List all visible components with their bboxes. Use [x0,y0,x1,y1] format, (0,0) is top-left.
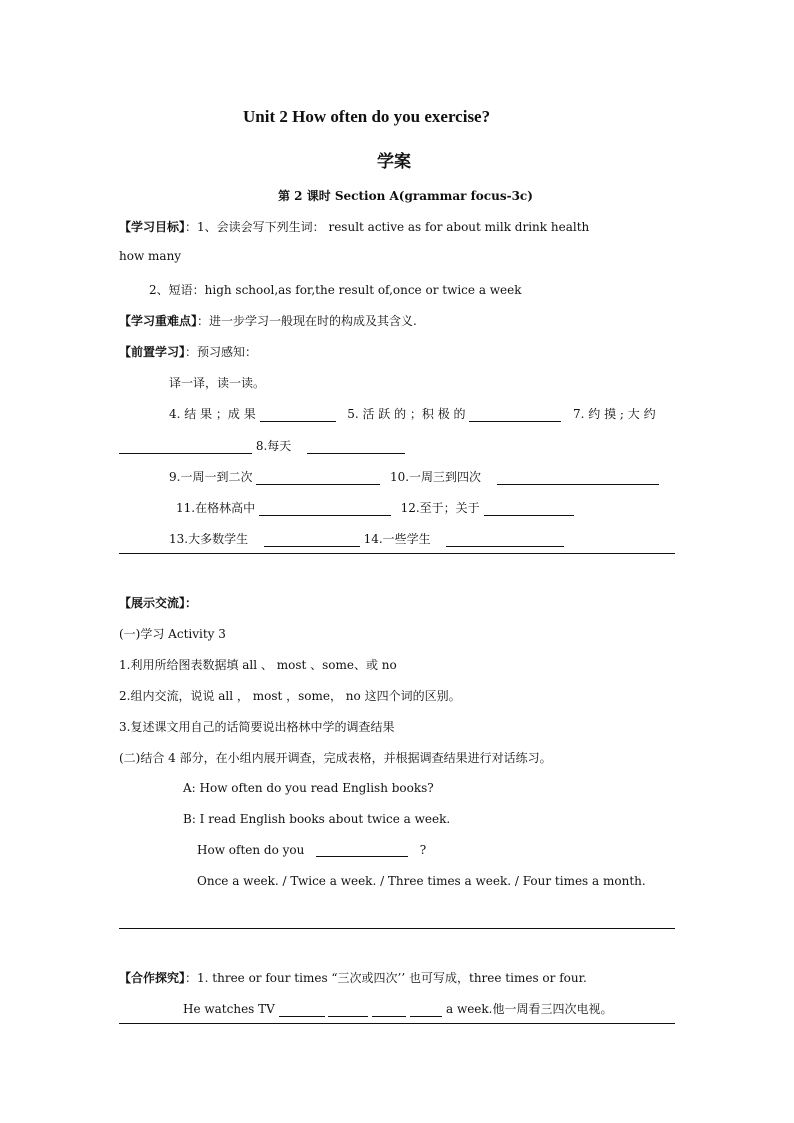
example-suffix: a week.他一周看三四次电视。 [445,1002,613,1016]
vocab-9: 9.一周一到二次 [169,470,253,484]
cooperate-text: ：1. three or four times “三次或四次’’ 也可写成，three times or four. [185,971,587,985]
preview-label: 【前置学习】 [119,345,186,359]
key-points-text: ：进一步学习一般现在时的构成及其含义. [197,314,417,328]
vocab-row-4-7 [169,405,656,422]
vocab-4-blank[interactable] [260,408,336,422]
answer-options: Once a week. / Twice a week. / Three times a week. / Four times a month. [197,874,646,888]
vocab-12: 12.至于；关于 [400,501,480,515]
vocab-8-blank[interactable] [307,440,405,454]
goals-line-2: how many [119,249,182,263]
vocab-row-13-14 [169,530,564,547]
goals-phrases: 2、短语：high school,as for,the result of,once or twice a week [149,283,522,297]
vocab-row-9-10 [169,468,659,485]
divider-1 [119,553,675,554]
vocab-13: 13.大多数学生 [169,532,249,546]
divider-3 [119,1023,675,1024]
dialog-a: A: How often do you read English books? [183,781,434,795]
question-suffix: ? [419,843,427,857]
example-blank-4[interactable] [410,1003,442,1017]
vocab-row-7-8 [119,437,405,454]
vocab-8: 8.每天 [255,439,292,453]
vocab-9-blank[interactable] [256,471,380,485]
vocab-11-blank[interactable] [259,502,391,516]
page-subtitle: 学案 [377,152,411,172]
goals-line-1 [119,218,589,235]
example-prefix: He watches TV [183,1002,275,1016]
vocab-11: 11.在格林高中 [176,501,256,515]
example-blank-1[interactable] [279,1003,325,1017]
show-colon: ： [185,596,198,610]
divider-2 [119,928,675,929]
preview-instruction: 译一译，读一读。 [169,376,266,390]
example-blank-2[interactable] [328,1003,368,1017]
vocab-7: 7. 约 摸 ; 大 约 [573,407,656,421]
question-blank[interactable] [316,843,408,857]
example-blank-3[interactable] [372,1003,406,1017]
cooperate-label: 【合作探究】 [119,971,186,985]
goals-label: 【学习目标】 [119,220,186,234]
vocab-5-blank[interactable] [469,408,561,422]
question-prefix: How often do you [197,843,305,857]
key-points-label: 【学习重难点】 [119,314,198,328]
vocab-5: 5. 活 跃 的 ；积 极 的 [347,407,466,421]
show-label: 【展示交流】 [119,596,186,610]
show-item-3: 3.复述课文用自己的话简要说出格林中学的调查结果 [119,720,395,734]
vocab-4: 4. 结 果 ；成 果 [169,407,256,421]
show-heading [119,594,197,611]
vocab-13-blank[interactable] [264,533,360,547]
vocab-12-blank[interactable] [484,502,574,516]
dialog-question [197,843,426,857]
vocab-7-blank[interactable] [119,440,252,454]
goals-text: ：1、会读会写下列生词： result active as for about milk drink health [185,220,590,234]
show-part-2: (二)结合 4 部分，在小组内展开调查，完成表格，并根据调查结果进行对话练习。 [119,751,552,765]
show-item-1: 1.利用所给图表数据填 all 、 most 、some、或 no [119,658,397,672]
vocab-10: 10.一周三到四次 [389,470,482,484]
lesson-heading: 第 2 课时 Section A(grammar focus-3c) [278,189,533,203]
key-points [119,312,417,329]
show-part-1: (一)学习 Activity 3 [119,627,226,641]
cooperate-heading [119,969,587,986]
vocab-row-11-12 [176,499,574,516]
vocab-14: 14.一些学生 [363,532,431,546]
preview-text: ：预习感知： [185,345,258,359]
dialog-b: B: I read English books about twice a week. [183,812,451,826]
vocab-14-blank[interactable] [446,533,564,547]
cooperate-example [183,1000,613,1017]
preview-heading [119,343,257,360]
vocab-10-blank[interactable] [497,471,659,485]
page-title: Unit 2 How often do you exercise? [243,107,491,126]
show-item-2: 2.组内交流，说说 all ， most ，some， no 这四个词的区别。 [119,689,461,703]
